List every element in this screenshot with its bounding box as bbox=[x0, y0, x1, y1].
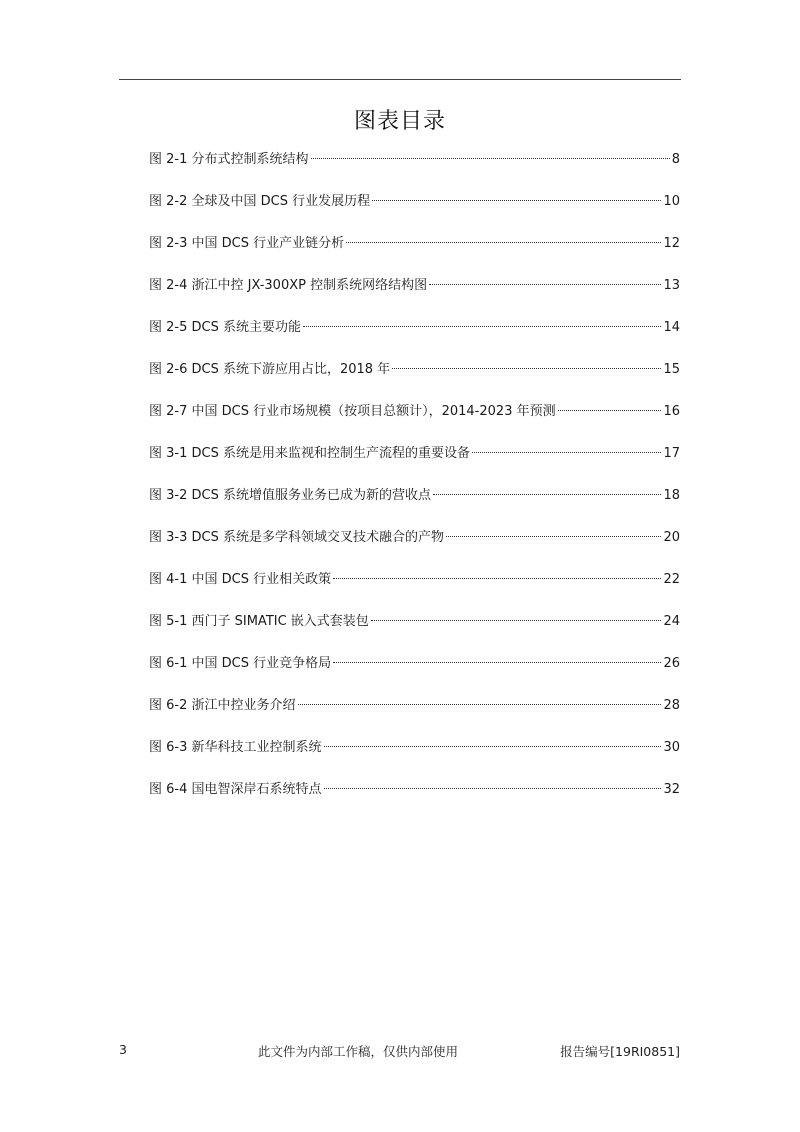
header-rule bbox=[119, 79, 681, 80]
toc-entry-label: 图 3-2 DCS 系统增值服务业务已成为新的营收点 bbox=[149, 488, 431, 503]
toc-entry-page: 32 bbox=[663, 782, 680, 797]
dot-leader bbox=[429, 284, 661, 285]
toc-entry-page: 8 bbox=[671, 152, 680, 167]
toc-entry[interactable] bbox=[149, 402, 680, 444]
toc-entry[interactable] bbox=[149, 360, 680, 402]
toc-entry-label: 图 4-1 中国 DCS 行业相关政策 bbox=[149, 572, 332, 587]
toc-entry-page: 26 bbox=[663, 656, 680, 671]
dot-leader bbox=[324, 788, 662, 789]
dot-leader bbox=[311, 158, 670, 159]
dot-leader bbox=[324, 746, 662, 747]
dot-leader bbox=[371, 620, 662, 621]
toc-entry-page: 12 bbox=[663, 236, 680, 251]
toc-entry-label: 图 3-3 DCS 系统是多学科领域交叉技术融合的产物 bbox=[149, 530, 444, 545]
dot-leader bbox=[472, 452, 661, 453]
toc-entry[interactable] bbox=[149, 318, 680, 360]
dot-leader bbox=[298, 704, 662, 705]
toc-entry[interactable] bbox=[149, 192, 680, 234]
dot-leader bbox=[433, 494, 661, 495]
toc-entry-label: 图 6-2 浙江中控业务介绍 bbox=[149, 698, 296, 713]
dot-leader bbox=[333, 662, 661, 663]
toc-entry-label: 图 2-1 分布式控制系统结构 bbox=[149, 152, 309, 167]
toc-entry-page: 18 bbox=[663, 488, 680, 503]
toc-entry-label: 图 5-1 西门子 SIMATIC 嵌入式套装包 bbox=[149, 614, 369, 629]
toc-entry-page: 13 bbox=[663, 278, 680, 293]
toc-entry-page: 28 bbox=[663, 698, 680, 713]
toc-entry[interactable] bbox=[149, 570, 680, 612]
toc-entry[interactable] bbox=[149, 150, 680, 192]
toc-entry[interactable] bbox=[149, 738, 680, 780]
toc-entry[interactable] bbox=[149, 528, 680, 570]
toc-entry-label: 图 3-1 DCS 系统是用来监视和控制生产流程的重要设备 bbox=[149, 446, 470, 461]
dot-leader bbox=[333, 578, 661, 579]
toc-entry-label: 图 2-2 全球及中国 DCS 行业发展历程 bbox=[149, 194, 371, 209]
toc-entry[interactable] bbox=[149, 696, 680, 738]
toc-entry-label: 图 6-1 中国 DCS 行业竞争格局 bbox=[149, 656, 332, 671]
toc-entry-label: 图 6-3 新华科技工业控制系统 bbox=[149, 740, 322, 755]
page-title: 图表目录 bbox=[353, 109, 446, 134]
dot-leader bbox=[392, 368, 661, 369]
dot-leader bbox=[346, 242, 661, 243]
dot-leader bbox=[446, 536, 661, 537]
toc-entry[interactable] bbox=[149, 234, 680, 276]
footer-page-number: 3 bbox=[119, 1042, 127, 1057]
toc-entry-page: 24 bbox=[663, 614, 680, 629]
footer-report-number: 报告编号[19RI0851] bbox=[560, 1044, 680, 1059]
dot-leader bbox=[303, 326, 661, 327]
toc-entry-page: 10 bbox=[663, 194, 680, 209]
toc-entry-page: 14 bbox=[663, 320, 680, 335]
toc-entry-page: 20 bbox=[663, 530, 680, 545]
toc-entry[interactable] bbox=[149, 444, 680, 486]
toc-entry-label: 图 2-5 DCS 系统主要功能 bbox=[149, 320, 301, 335]
toc-entry[interactable] bbox=[149, 780, 680, 822]
toc-entry-label: 图 2-7 中国 DCS 行业市场规模（按项目总额计），2014-2023 年预测 bbox=[149, 404, 556, 419]
dot-leader bbox=[372, 200, 661, 201]
figure-list bbox=[149, 150, 680, 822]
footer-confidential-note: 此文件为内部工作稿，仅供内部使用 bbox=[258, 1044, 459, 1059]
toc-entry-label: 图 2-3 中国 DCS 行业产业链分析 bbox=[149, 236, 345, 251]
dot-leader bbox=[558, 410, 662, 411]
toc-entry[interactable] bbox=[149, 654, 680, 696]
toc-entry-page: 16 bbox=[663, 404, 680, 419]
toc-entry[interactable] bbox=[149, 612, 680, 654]
toc-entry-label: 图 6-4 国电智深岸石系统特点 bbox=[149, 782, 322, 797]
toc-entry-label: 图 2-4 浙江中控 JX-300XP 控制系统网络结构图 bbox=[149, 278, 428, 293]
toc-entry[interactable] bbox=[149, 276, 680, 318]
toc-entry-label: 图 2-6 DCS 系统下游应用占比，2018 年 bbox=[149, 362, 391, 377]
toc-entry-page: 30 bbox=[663, 740, 680, 755]
toc-entry[interactable] bbox=[149, 486, 680, 528]
toc-entry-page: 22 bbox=[663, 572, 680, 587]
toc-entry-page: 17 bbox=[663, 446, 680, 461]
toc-entry-page: 15 bbox=[663, 362, 680, 377]
